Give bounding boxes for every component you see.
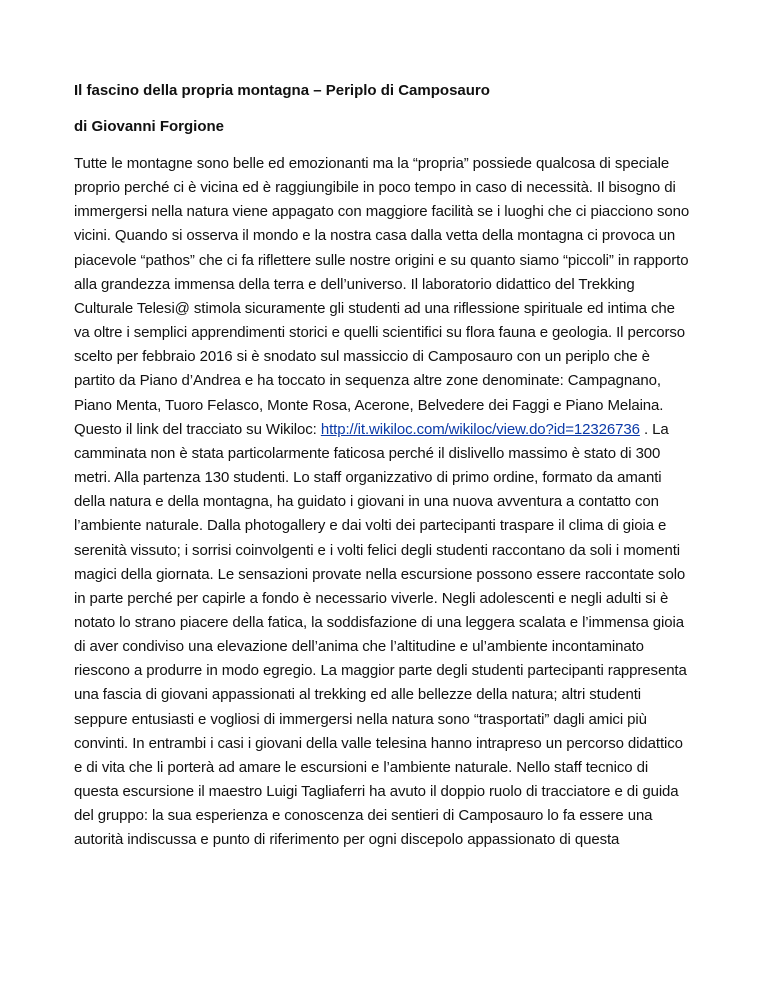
document-author: di Giovanni Forgione [74,118,224,135]
document-page [74,80,694,853]
document-title: Il fascino della propria montagna – Periplo di Camposauro [74,82,490,99]
body-text-before-link: Tutte le montagne sono belle ed emozionanti ma la “propria” possiede qualcosa di speciale proprio perché ci è vicina ed è raggiungibile in poco tempo in caso di necessità. Il bisogno di immergersi nella natura viene appagato con maggiore facilità se i luoghi che ci piacciono sono vicini. Quando si osserva il mondo e la nostra casa dalla vetta della montagna ci provoca un piacevole “pathos” che ci fa riflettere sulle nostre origini e su quanto siamo “piccoli” in rapporto alla grandezza immensa della terra e dell’universo. Il laboratorio didattico del Trekking Culturale Telesi@ stimola sicuramente gli studenti ad una riflessione spirituale ed intima che va oltre i semplici apprendimenti storici e quelli scientifici su flora fauna e geologia. Il percorso scelto per febbraio 2016 si è snodato sul massiccio di Camposauro con un periplo che è partito da Piano d’Andrea e ha toccato in sequenza altre zone denominate: Campagnano, Piano Menta, Tuoro Felasco, Monte Rosa, Acerone, Belvedere dei Faggi e Piano Melaina. Questo il link del tracciato su Wikiloc: [74,155,690,438]
body-paragraph [74,152,694,853]
wikiloc-link[interactable]: http://it.wikiloc.com/wikiloc/view.do?id=12326736 [320,420,640,438]
body-text-after-link: . La camminata non è stata particolarmente faticosa perché il dislivello massimo è stato di 300 metri. Alla partenza 130 studenti. Lo staff organizzativo di primo ordine, formato da amanti della natura e della montagna, ha guidato i giovani in una nuova avventura a contatto con l’ambiente naturale. Dalla photogallery e dai volti dei partecipanti traspare il clima di gioia e serenità vissuto; i sorrisi coinvolgenti e i volti felici degli studenti raccontano da soli i momenti magici della giornata. Le sensazioni provate nella escursione possono essere raccontate solo in parte perché per capirle a fondo è necessario viverle. Negli adolescenti e negli adulti si è notato lo strano piacere della fatica, la soddisfazione di una leggera scalata e l’immensa gioia di aver condiviso una elevazione dell’anima che l’altitudine e ul’ambiente incontaminato riescono a produrre in modo egregio. La maggior parte degli studenti partecipanti rappresenta una fascia di giovani appassionati al trekking ed alle bellezze della natura; altri studenti seppure entusiasti e vogliosi di immergersi nella natura sono “trasportati” dagli amici più convinti. In entrambi i casi i giovani della valle telesina hanno intrapreso un percorso didattico e di vita che li porterà ad amare le escursioni e l’ambiente naturale. Nello staff tecnico di questa escursione il maestro Luigi Tagliaferri ha avuto il doppio ruolo di tracciatore e di guida del gruppo: la sua esperienza e conoscenza dei sentieri di Camposauro lo fa essere una autorità indiscussa e punto di riferimento per ogni discepolo appassionato di questa [74,420,687,849]
